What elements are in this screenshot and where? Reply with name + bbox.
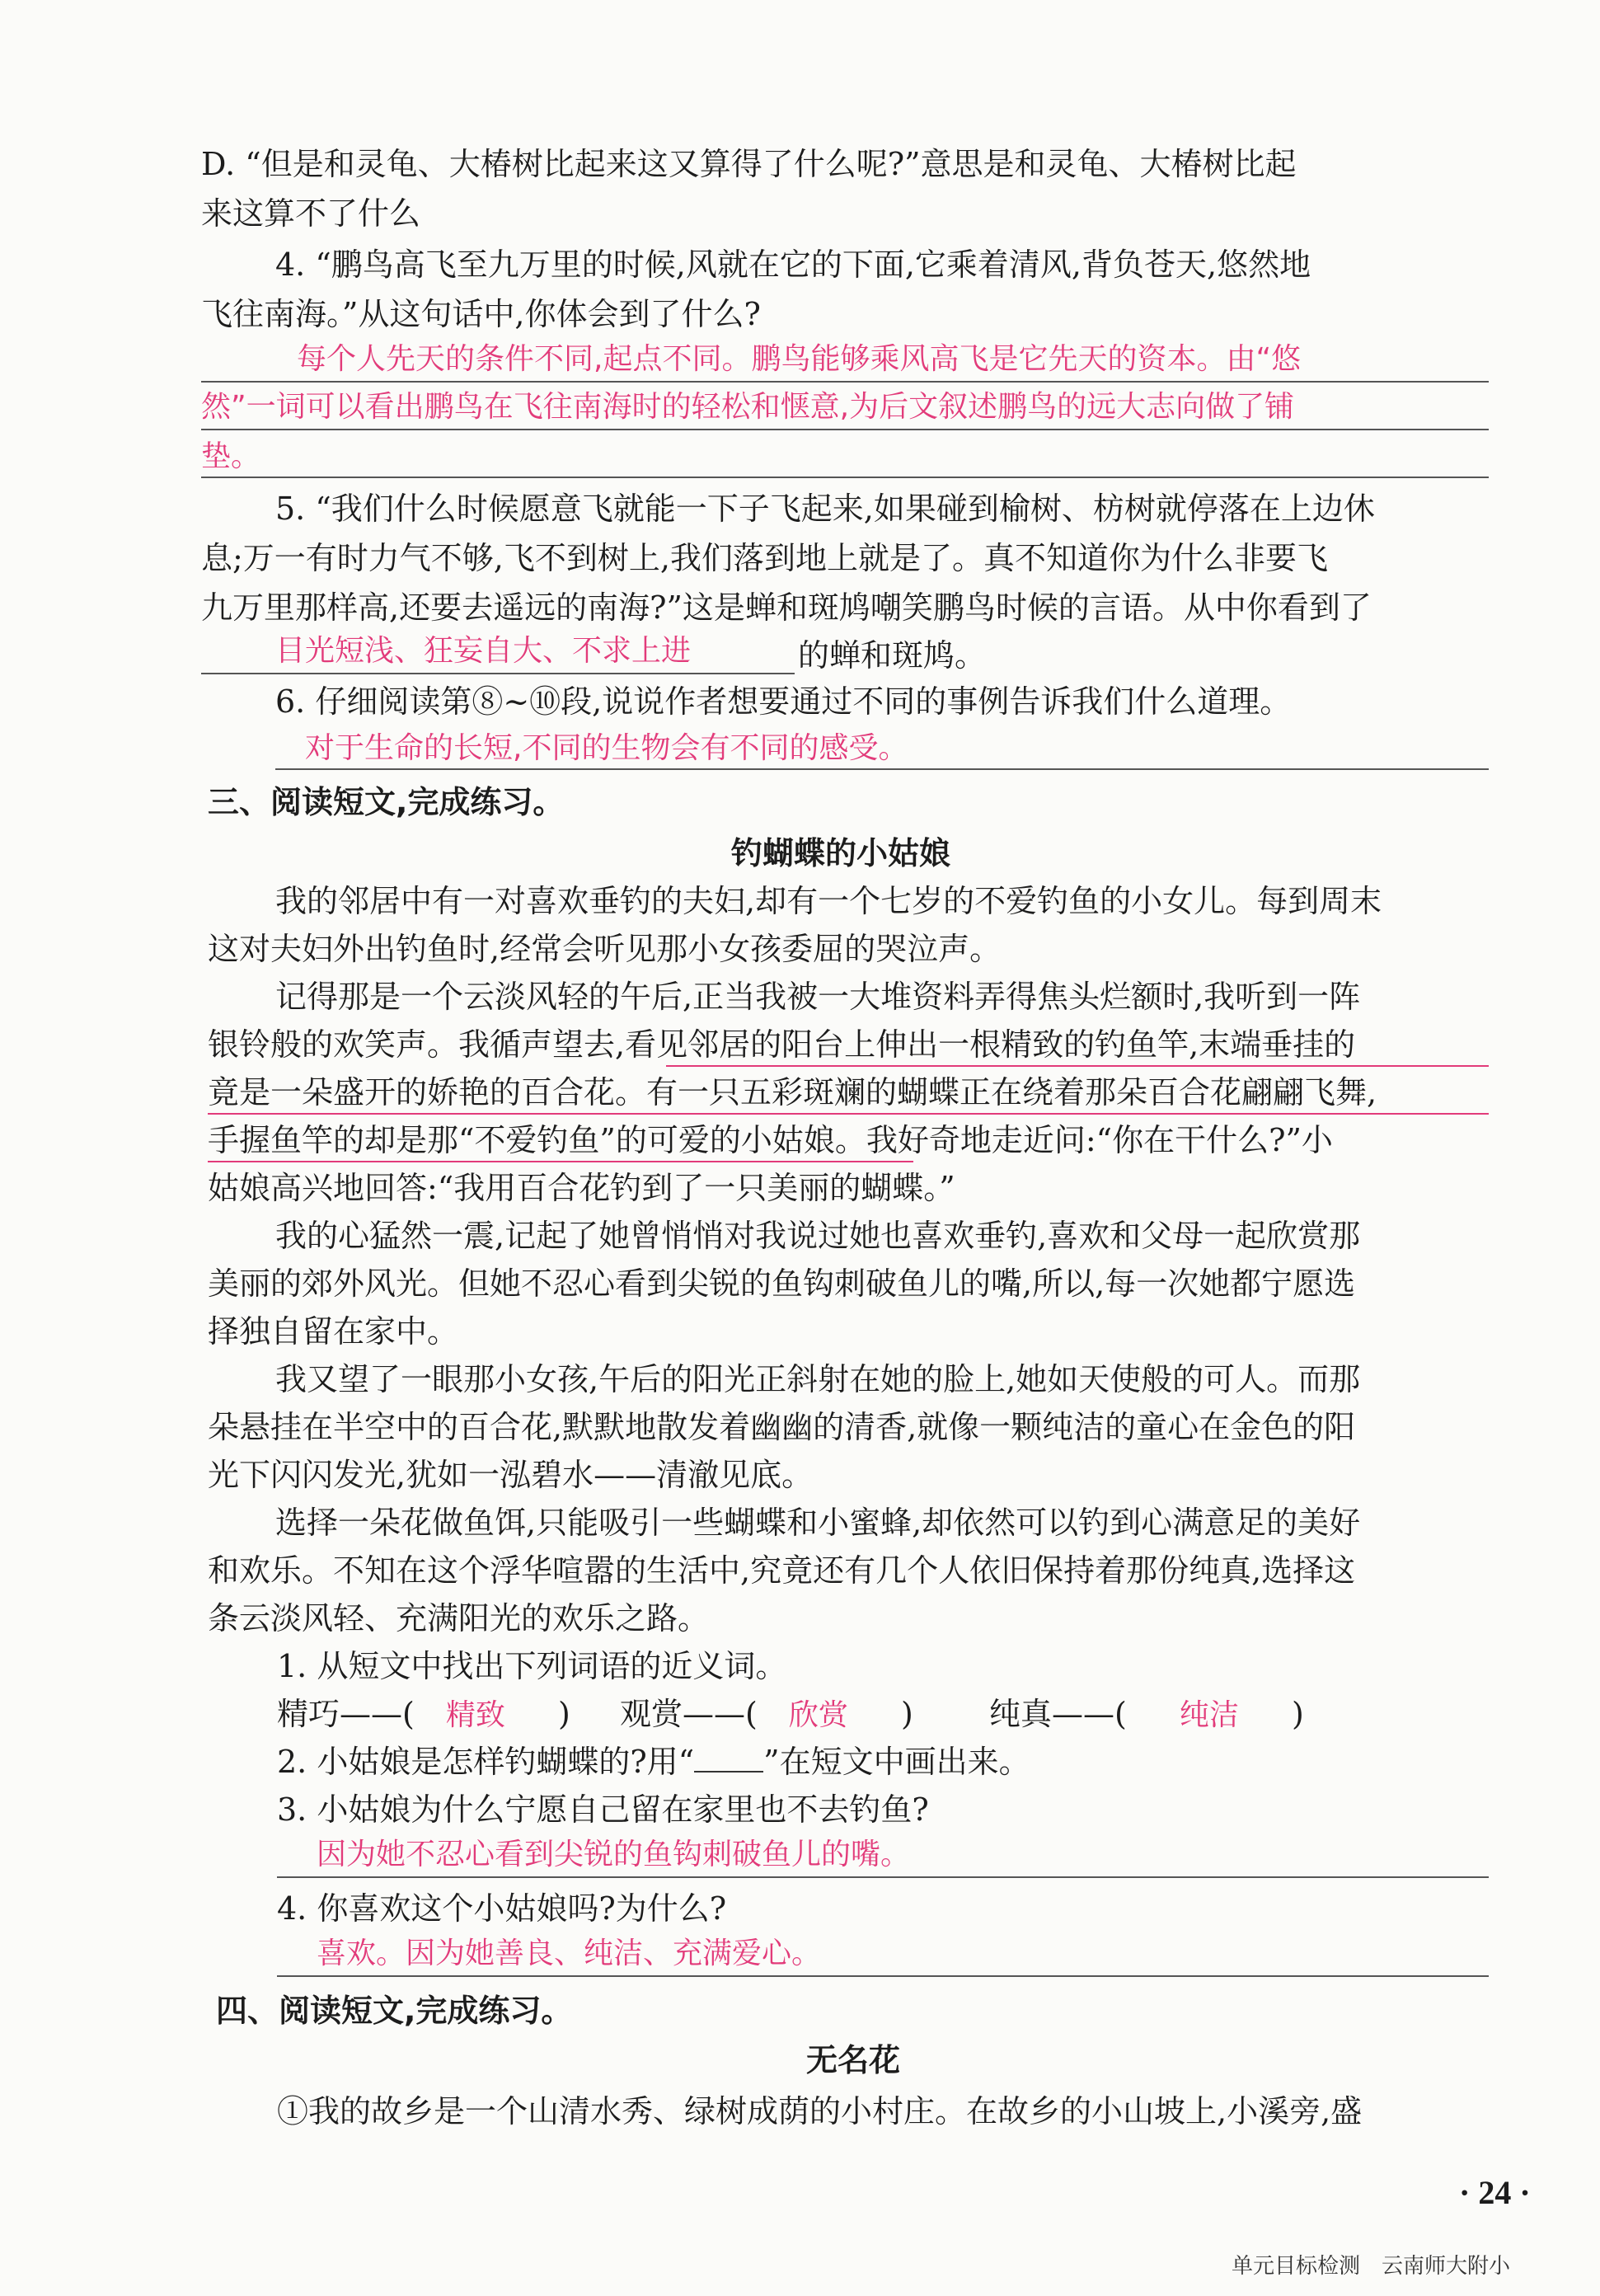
s3-ex4-question: 4. 你喜欢这个小姑娘吗?为什么? bbox=[277, 1890, 727, 1927]
s3-ex3-answer: 因为她不忍心看到尖锐的鱼钩刺破鱼儿的嘴。 bbox=[317, 1838, 911, 1871]
s3-ex4-answer: 喜欢。因为她善良、纯洁、充满爱心。 bbox=[317, 1937, 822, 1970]
q4-answer-line2: 然”一词可以看出鹏鸟在飞往南海时的轻松和惬意,为后文叙述鹏鸟的远大志向做了铺 bbox=[201, 390, 1295, 424]
s3-p3-line2: 美丽的郊外风光。但她不忍心看到尖锐的鱼钩刺破鱼儿的嘴,所以,每一次她都宁愿选 bbox=[208, 1265, 1356, 1302]
s4-p1-line1: ①我的故乡是一个山清水秀、绿树成荫的小村庄。在故乡的小山坡上,小溪旁,盛 bbox=[277, 2093, 1363, 2129]
q4-answer-line1: 每个人先天的条件不同,起点不同。鹏鸟能够乘风高飞是它先天的资本。由“悠 bbox=[297, 342, 1302, 376]
s3-p2-line2: 银铃般的欢笑声。我循声望去,看见邻居的阳台上伸出一根精致的钓鱼竿,末端垂挂的 bbox=[208, 1026, 1356, 1063]
q5-answer-rule bbox=[201, 673, 795, 674]
s3-ex1-answer-2: 欣赏 bbox=[788, 1698, 848, 1732]
q5-answer: 目光短浅、狂妄自大、不求上进 bbox=[275, 634, 692, 668]
s3-ex1-item-3 bbox=[989, 1693, 1304, 1735]
section4-heading: 四、阅读短文,完成练习。 bbox=[216, 1993, 573, 2029]
s3-ex1-item-2 bbox=[620, 1693, 913, 1735]
s3-p2-line3: 竟是一朵盛开的娇艳的百合花。有一只五彩斑斓的蝴蝶正在绕着那朵百合花翩翩飞舞, bbox=[208, 1074, 1377, 1110]
s3-ex1-question: 1. 从短文中找出下列词语的近义词。 bbox=[277, 1648, 787, 1684]
q5-question-line3: 九万里那样高,还要去遥远的南海?”这是蝉和斑鸠嘲笑鹏鸟时候的言语。从中你看到了 bbox=[201, 589, 1372, 626]
q4-answer-line3: 垫。 bbox=[201, 439, 261, 473]
q6-question: 6. 仔细阅读第⑧~⑩段,说说作者想要通过不同的事例告诉我们什么道理。 bbox=[275, 683, 1292, 720]
footer-label: 单元目标检测 云南师大附小 bbox=[1232, 2254, 1511, 2279]
s3-ex1-item-1 bbox=[277, 1693, 570, 1735]
s3-ex1-word-1: 精巧——( bbox=[277, 1696, 415, 1732]
s3-p5-line3: 条云淡风轻、充满阳光的欢乐之路。 bbox=[208, 1600, 710, 1636]
s3-p2-underline2 bbox=[208, 1113, 1489, 1115]
q4-question-line1: 4. “鹏鸟高飞至九万里的时候,风就在它的下面,它乘着清风,背负苍天,悠然地 bbox=[275, 247, 1311, 283]
q4-answer-rule2 bbox=[201, 429, 1489, 430]
s3-ex3-question: 3. 小姑娘为什么宁愿自己留在家里也不去钓鱼? bbox=[277, 1791, 929, 1828]
q5-question-line2: 息;万一有时力气不够,飞不到树上,我们落到地上就是了。真不知道你为什么非要飞 bbox=[201, 540, 1328, 576]
section3-title: 钓蝴蝶的小姑娘 bbox=[730, 835, 950, 871]
s3-p1-line2: 这对夫妇外出钓鱼时,经常会听见那小女孩委屈的哭泣声。 bbox=[208, 931, 1002, 967]
s3-ex1-close-3: ) bbox=[1292, 1696, 1304, 1732]
q5-question-line1: 5. “我们什么时候愿意飞就能一下子飞起来,如果碰到榆树、枋树就停落在上边休 bbox=[275, 491, 1375, 527]
s3-p5-line2: 和欢乐。不知在这个浮华喧嚣的生活中,究竟还有几个人依旧保持着那份纯真,选择这 bbox=[208, 1552, 1356, 1589]
q4-question-line2: 飞往南海。”从这句话中,你体会到了什么? bbox=[201, 296, 761, 332]
s3-ex2-question bbox=[277, 1741, 1030, 1782]
section4-title: 无名花 bbox=[805, 2042, 900, 2078]
s3-p5-line1: 选择一朵花做鱼饵,只能吸引一些蝴蝶和小蜜蜂,却依然可以钓到心满意足的美好 bbox=[275, 1505, 1361, 1541]
s3-p2-underline1 bbox=[666, 1065, 1489, 1067]
s3-p3-line3: 择独自留在家中。 bbox=[208, 1313, 459, 1350]
s3-ex4-rule bbox=[277, 1975, 1489, 1977]
s3-p1-line1: 我的邻居中有一对喜欢垂钓的夫妇,却有一个七岁的不爱钓鱼的小女儿。每到周末 bbox=[275, 883, 1382, 919]
s3-ex1-word-2: 观赏——( bbox=[620, 1696, 758, 1732]
s3-ex3-rule bbox=[277, 1876, 1489, 1878]
s3-ex1-close-2: ) bbox=[901, 1696, 913, 1732]
q6-answer-rule bbox=[275, 768, 1489, 770]
s3-ex2-text-a: 2. 小姑娘是怎样钓蝴蝶的?用“ bbox=[277, 1744, 695, 1780]
s3-p2-line1: 记得那是一个云淡风轻的午后,正当我被一大堆资料弄得焦头烂额时,我听到一阵 bbox=[275, 979, 1361, 1015]
s3-ex1-word-3: 纯真——( bbox=[989, 1696, 1127, 1732]
s3-p2-line5: 姑娘高兴地回答:“我用百合花钓到了一只美丽的蝴蝶。” bbox=[208, 1170, 955, 1206]
q4-answer-rule3 bbox=[201, 477, 1489, 478]
q5-answer-suffix: 的蝉和斑鸠。 bbox=[798, 637, 987, 674]
s3-p3-line1: 我的心猛然一震,记起了她曾悄悄对我说过她也喜欢垂钓,喜欢和父母一起欣赏那 bbox=[275, 1218, 1361, 1254]
q6-answer: 对于生命的长短,不同的生物会有不同的感受。 bbox=[305, 731, 908, 765]
s3-ex2-text-b: ”在短文中画出来。 bbox=[763, 1744, 1030, 1780]
s3-p2-line4: 手握鱼竿的却是那“不爱钓鱼”的可爱的小姑娘。我好奇地走近问:“你在干什么?”小 bbox=[208, 1122, 1333, 1158]
section3-heading: 三、阅读短文,完成练习。 bbox=[208, 784, 565, 820]
s3-ex1-answer-1: 精致 bbox=[445, 1698, 505, 1732]
s3-ex2-blank bbox=[694, 1748, 763, 1772]
s3-p4-line3: 光下闪闪发光,犹如一泓碧水——清澈见底。 bbox=[208, 1457, 814, 1493]
q3-option-d-line1: D. “但是和灵龟、大椿树比起来这又算得了什么呢?”意思是和灵龟、大椿树比起 bbox=[201, 146, 1297, 182]
s3-p4-line2: 朵悬挂在半空中的百合花,默默地散发着幽幽的清香,就像一颗纯洁的童心在金色的阳 bbox=[208, 1409, 1356, 1445]
s3-ex1-answer-3: 纯洁 bbox=[1179, 1698, 1239, 1732]
page-number: · 24 · bbox=[1459, 2174, 1531, 2211]
s3-p2-underline3 bbox=[208, 1161, 913, 1162]
q3-option-d-line2: 来这算不了什么 bbox=[201, 195, 421, 232]
s3-p4-line1: 我又望了一眼那小女孩,午后的阳光正斜射在她的脸上,她如天使般的可人。而那 bbox=[275, 1361, 1361, 1397]
q4-answer-rule1 bbox=[201, 381, 1489, 383]
s3-ex1-close-1: ) bbox=[558, 1696, 570, 1732]
